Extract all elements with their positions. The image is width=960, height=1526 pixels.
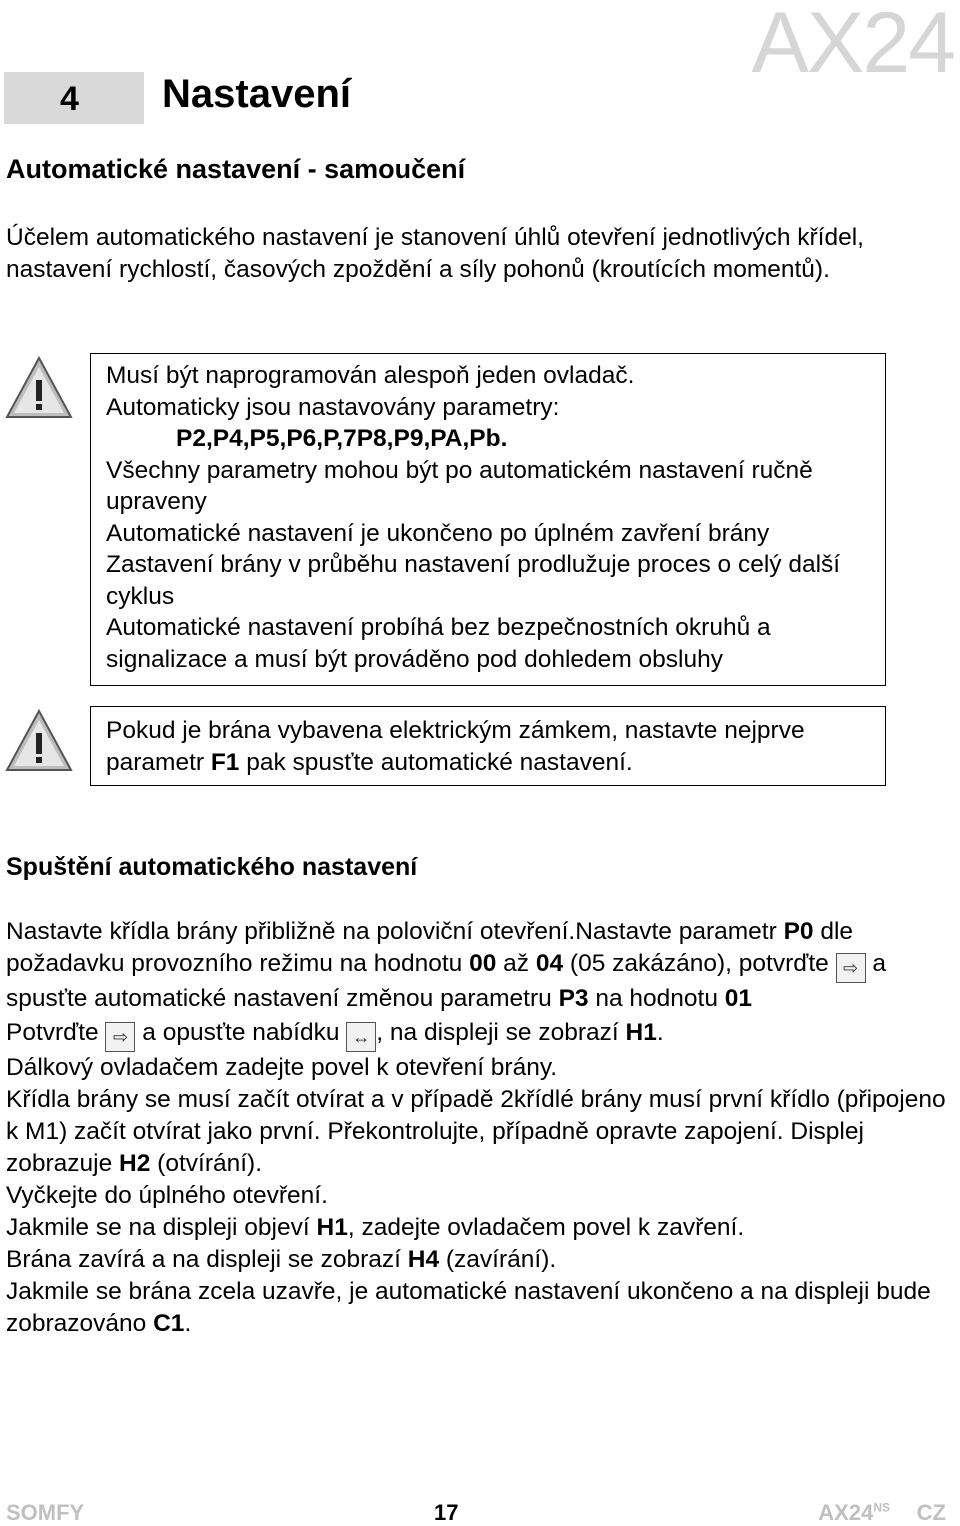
parameter-list: P2,P4,P5,P6,P,7P8,P9,PA,Pb. xyxy=(176,425,508,452)
note-box-requirements xyxy=(90,353,886,686)
chapter-number: 4 xyxy=(60,80,79,118)
confirm-key-icon: ⇨ xyxy=(105,1022,135,1052)
section-title-start-auto-setup: Spuštění automatického nastavení xyxy=(6,853,418,881)
note-line: Automaticky jsou nastavovány parametry: xyxy=(106,393,560,421)
instruction-paragraph: Jakmile se brána zcela uzavře, je automatické nastavení ukončeno a na displeji bude zobrazováno C1. xyxy=(6,1278,931,1337)
warning-icon xyxy=(4,708,74,774)
instructions xyxy=(6,916,946,1340)
instruction-paragraph: Dálkový ovladačem zadejte povel k otevření brány. xyxy=(6,1054,558,1081)
note-line: Zastavení brány v průběhu nastavení prodlužuje proces o celý další cyklus xyxy=(106,551,841,610)
instruction-paragraph: Křídla brány se musí začít otvírat a v případě 2křídlé brány musí první křídlo (připojeno k M1) začít otvírat jako první. Překontrolujte, případně opravte zapojení. Displej zobrazuje H2 (otvírání). xyxy=(6,1086,946,1177)
chapter-title: Nastavení xyxy=(162,72,351,116)
instruction-paragraph: Nastavte křídla brány přibližně na poloviční otevření.Nastavte parametr P0 dle požadavku provozního režimu na hodnotu 00 až 04 (05 zakázáno), potvrďte ⇨ a spusťte automatické nastavení změnou parametru P3 na hodnotu 01 xyxy=(6,918,887,1012)
instruction-paragraph: Vyčkejte do úplného otevření. xyxy=(6,1182,328,1209)
footer-language: CZ xyxy=(916,1500,946,1525)
exit-key-icon: ↔ xyxy=(346,1022,376,1052)
section-title-auto-setup: Automatické nastavení - samoučení xyxy=(6,154,466,184)
instruction-paragraph: Potvrďte ⇨ a opusťte nabídku ↔ , na displeji se zobrazí H1. xyxy=(6,1017,946,1052)
warning-icon xyxy=(4,355,74,421)
model-watermark: AX24 xyxy=(751,0,954,91)
note-line: Musí být naprogramován alespoň jeden ovladač. xyxy=(106,362,635,389)
note-line: Všechny parametry mohou být po automatickém nastavení ručně upraveny xyxy=(106,456,813,515)
note-line: Automatické nastavení je ukončeno po úplném zavření brány xyxy=(106,519,770,547)
footer-brand: SOMFY xyxy=(6,1500,85,1525)
footer-model: $AX24^{NS}$ xyxy=(818,1500,890,1525)
page-number: 17 xyxy=(434,1500,459,1525)
note-line: Pokud je brána vybavena elektrickým zámkem, nastavte nejprve parametr F1 pak spusťte automatické nastavení. xyxy=(106,717,805,776)
note-box-electric-lock xyxy=(90,706,886,786)
intro-paragraph: Účelem automatického nastavení je stanovení úhlů otevření jednotlivých křídel, nastavení rychlostí, časových zpoždění a síly pohonů (kroutících momentů). xyxy=(6,224,864,283)
confirm-key-icon: ⇨ xyxy=(836,953,866,983)
instruction-paragraph: Jakmile se na displeji objeví H1, zadejte ovladačem povel k zavření. xyxy=(6,1214,745,1241)
note-line: Automatické nastavení probíhá bez bezpečnostních okruhů a signalizace a musí být prováděno pod dohledem obsluhy xyxy=(106,614,771,673)
instruction-paragraph: Brána zavírá a na displeji se zobrazí H4 (zavírání). xyxy=(6,1246,557,1273)
